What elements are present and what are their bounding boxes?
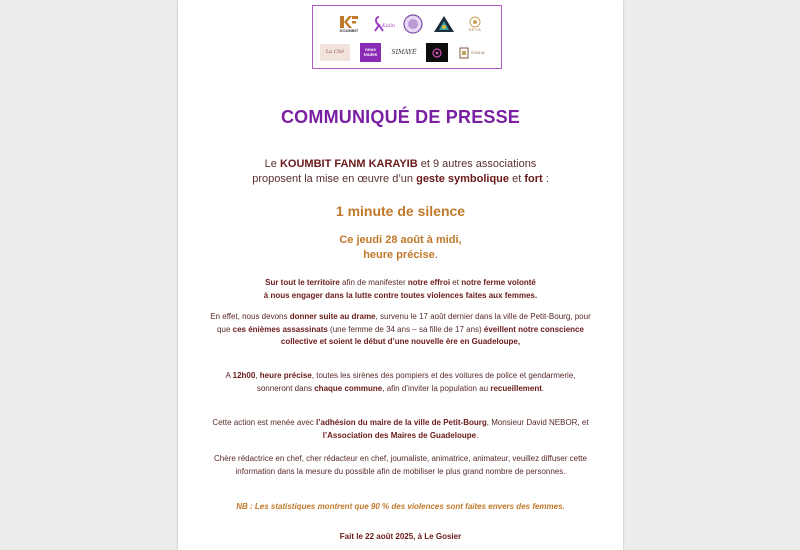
territory-paragraph	[208, 277, 593, 302]
press-paragraph: Chère rédactrice en chef, cher rédacteur en chef, journaliste, animatrice, animateur, veuillez diffuser cette information dans la mesure du possible afin de mobiliser le plus grand nombre de personnes.	[214, 454, 587, 476]
text-run: , Monsieur David NEBOR, et	[486, 418, 589, 427]
text-run-bold: l’Association des Maires de Guadeloupe	[322, 430, 477, 440]
svg-text:Kalin: Kalin	[382, 23, 396, 29]
koumbit-mark-icon	[339, 15, 359, 29]
text-run: .	[541, 383, 545, 393]
text-run: et	[450, 278, 462, 287]
drama-paragraph	[208, 311, 593, 349]
minute-text: 1 minute de silence	[335, 203, 466, 219]
text-run-bold: Sur tout le territoire	[265, 278, 340, 287]
text-run-bold: heure précise	[259, 371, 312, 380]
simaye-logo: SIMAYÉ	[391, 48, 417, 56]
text-run: .	[476, 430, 479, 440]
sonia-emblem-icon	[459, 47, 469, 59]
document-page	[178, 0, 623, 550]
page-title: COMMUNIQUÉ DE PRESSE	[280, 107, 521, 127]
text-run: et	[509, 173, 525, 185]
text-run: A	[225, 371, 233, 380]
text-run: Cette action est menée avec	[212, 418, 317, 427]
text-run-bold: ces énièmes assassinats	[232, 324, 328, 334]
text-run-bold: chaque commune	[314, 383, 383, 393]
text-run: proposent la mise en œuvre d’un	[252, 173, 417, 185]
deya-logo: DEYA	[463, 12, 487, 36]
intro-line-1	[178, 157, 623, 172]
signature-date	[208, 531, 593, 544]
circle-logo	[401, 13, 425, 35]
text-run-bold: notre ferme volonté	[461, 278, 536, 287]
triangle-logo	[431, 13, 457, 35]
nb-note	[208, 501, 593, 514]
text-run-bold: recueillement	[490, 383, 542, 393]
text-run-bold: l’adhésion du maire de la ville de Petit-Bourg	[316, 418, 487, 427]
when-line-1: Ce jeudi 28 août à midi,	[339, 234, 462, 246]
text-run: :	[542, 173, 549, 185]
text-run: , survenu le 17 août dernier dans la ville de Petit-Bourg, pour que	[217, 312, 591, 334]
text-run: (une femme de 34 ans – sa fille de 17 ans)	[327, 324, 484, 334]
script-logo: La Cité	[320, 44, 350, 61]
circle-emblem-icon	[402, 13, 424, 35]
triangle-emblem-icon	[432, 14, 456, 34]
ribbon-icon	[371, 15, 396, 33]
text-run-bold: KOUMBIT FANM KARAYIB	[279, 158, 418, 170]
text-run: Le	[264, 158, 280, 170]
when-block	[178, 233, 623, 263]
text-run: afin de manifester	[339, 278, 408, 287]
text-run-bold: à nous engager dans la lutte contre toutes violences faites aux femmes.	[263, 290, 538, 300]
text-run-bold: 12h00	[232, 371, 256, 380]
text-run: ,	[255, 371, 260, 380]
nb-text: NB : Les statistiques montrent que 90 % des violences sont faites envers des femmes.	[236, 502, 565, 511]
text-run-bold: geste symbolique	[416, 173, 510, 185]
text-run: et 9 autres associations	[417, 158, 537, 170]
ribbon-logo	[370, 14, 394, 34]
text-run: , afin d’inviter la population au	[382, 383, 491, 393]
text-run-bold: fort	[524, 173, 543, 185]
text-run: En effet, nous devons	[210, 312, 290, 321]
text-run: .	[434, 249, 438, 261]
text-run: , toutes les sirènes des pompiers et des voitures de police et gendarmerie, sonneront dans	[256, 371, 576, 393]
intro-line-2	[178, 172, 623, 187]
dark-emblem-icon	[428, 46, 446, 60]
partner-logos-panel	[312, 5, 502, 69]
support-paragraph	[208, 417, 593, 442]
dark-logo	[426, 43, 448, 62]
when-line-2	[178, 248, 623, 263]
sonia-logo: SONIA	[456, 44, 488, 61]
minute-heading	[178, 204, 623, 221]
footer-text: Fait le 22 août 2025, à Le Gosier	[339, 532, 462, 541]
when-time-precise: heure précise	[363, 249, 435, 261]
text-run-bold: donner suite au drame	[289, 312, 376, 321]
text-run-bold: notre effroi	[407, 278, 451, 287]
koumbit-logo: KOUMBIT	[337, 12, 361, 36]
text-run-bold: éveillent notre conscience collective et soient le début d’une nouvelle ère en Guadeloupe,	[280, 324, 584, 346]
sirens-paragraph	[208, 370, 593, 395]
nous-toutes-logo: nous toutes	[360, 43, 381, 62]
intro-paragraph	[178, 157, 623, 187]
